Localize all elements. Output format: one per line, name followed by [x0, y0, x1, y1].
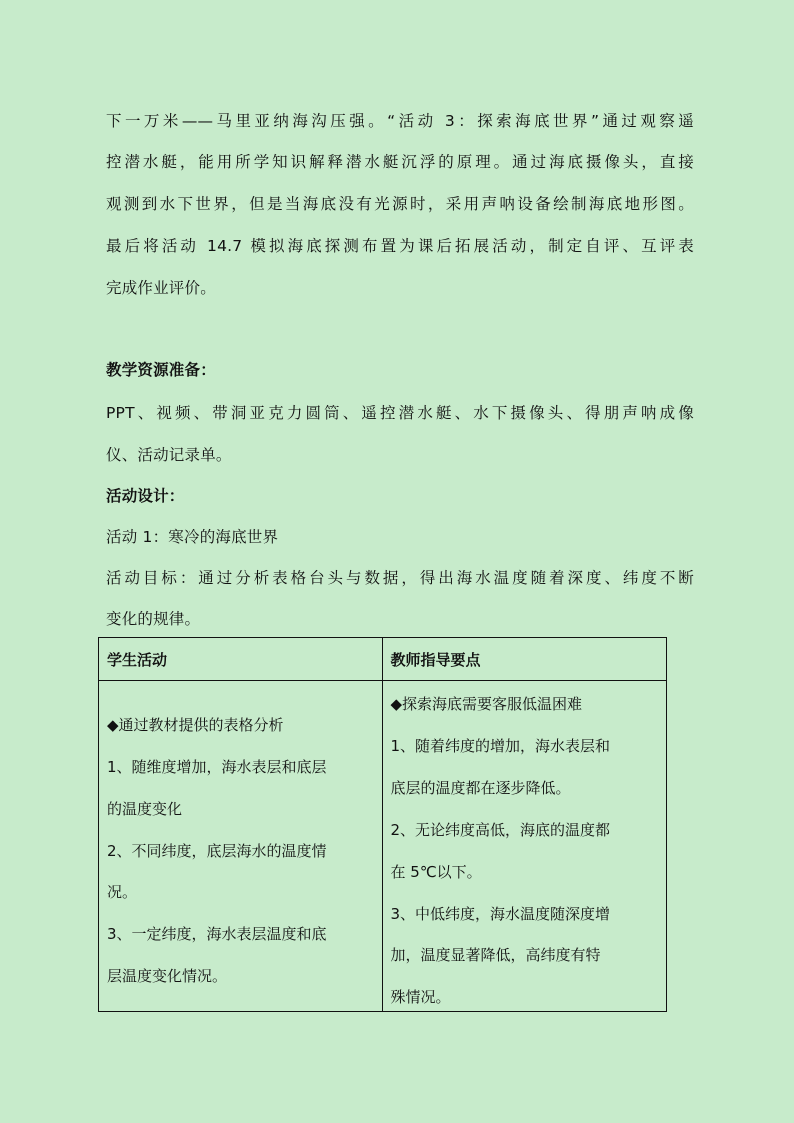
resources-heading: 教学资源准备： — [106, 361, 216, 379]
table-header-teacher: 教师指导要点 — [382, 638, 666, 681]
table-header-student: 学生活动 — [99, 638, 383, 681]
student-line: ◆通过教材提供的表格分析 — [107, 716, 284, 734]
activity-goal-line: 变化的规律。 — [106, 610, 201, 628]
teacher-line: 1、随着纬度的增加，海水表层和 — [390, 737, 611, 755]
intro-line: 最后将活动 14.7 模拟海底探测布置为课后拓展活动，制定自评、互评表 — [106, 237, 694, 255]
resources-line: PPT、视频、带洞亚克力圆筒、遥控潜水艇、水下摄像头、得朋声呐成像 — [106, 404, 694, 422]
student-line: 层温度变化情况。 — [107, 967, 228, 985]
activity-goal-line: 活动目标：通过分析表格台头与数据，得出海水温度随着深度、纬度不断 — [106, 569, 694, 587]
teacher-line: 底层的温度都在逐步降低。 — [390, 779, 571, 797]
teacher-line: ◆探索海底需要客服低温困难 — [390, 695, 583, 713]
student-line: 2、不同纬度，底层海水的温度情 — [107, 842, 327, 860]
intro-line: 下一万米——马里亚纳海沟压强。“活动 3：探索海底世界”通过观察遥 — [106, 112, 694, 130]
student-activity-cell — [99, 681, 383, 1012]
intro-line: 完成作业评价。 — [106, 279, 216, 297]
intro-line: 观测到水下世界，但是当海底没有光源时，采用声呐设备绘制海底地形图。 — [106, 195, 694, 213]
intro-line: 控潜水艇，能用所学知识解释潜水艇沉浮的原理。通过海底摄像头，直接 — [106, 153, 694, 171]
table-row — [99, 681, 667, 1012]
teacher-line: 在 5℃以下。 — [390, 863, 482, 881]
teacher-line: 2、无论纬度高低，海底的温度都 — [390, 821, 611, 839]
teacher-line: 加，温度显著降低，高纬度有特 — [390, 946, 601, 964]
resources-line: 仪、活动记录单。 — [106, 446, 232, 464]
student-line: 况。 — [107, 883, 138, 901]
student-line: 1、随维度增加，海水表层和底层 — [107, 758, 327, 776]
table-header-row — [99, 638, 667, 681]
student-line: 3、一定纬度，海水表层温度和底 — [107, 925, 327, 943]
activity-title: 活动 1：寒冷的海底世界 — [106, 528, 279, 546]
teacher-line: 殊情况。 — [390, 988, 451, 1006]
design-heading: 活动设计： — [106, 487, 185, 505]
activity-table — [98, 637, 667, 1012]
student-line: 的温度变化 — [107, 800, 183, 818]
teacher-line: 3、中低纬度，海水温度随深度增 — [390, 905, 611, 923]
teacher-guidance-cell — [382, 681, 666, 1012]
